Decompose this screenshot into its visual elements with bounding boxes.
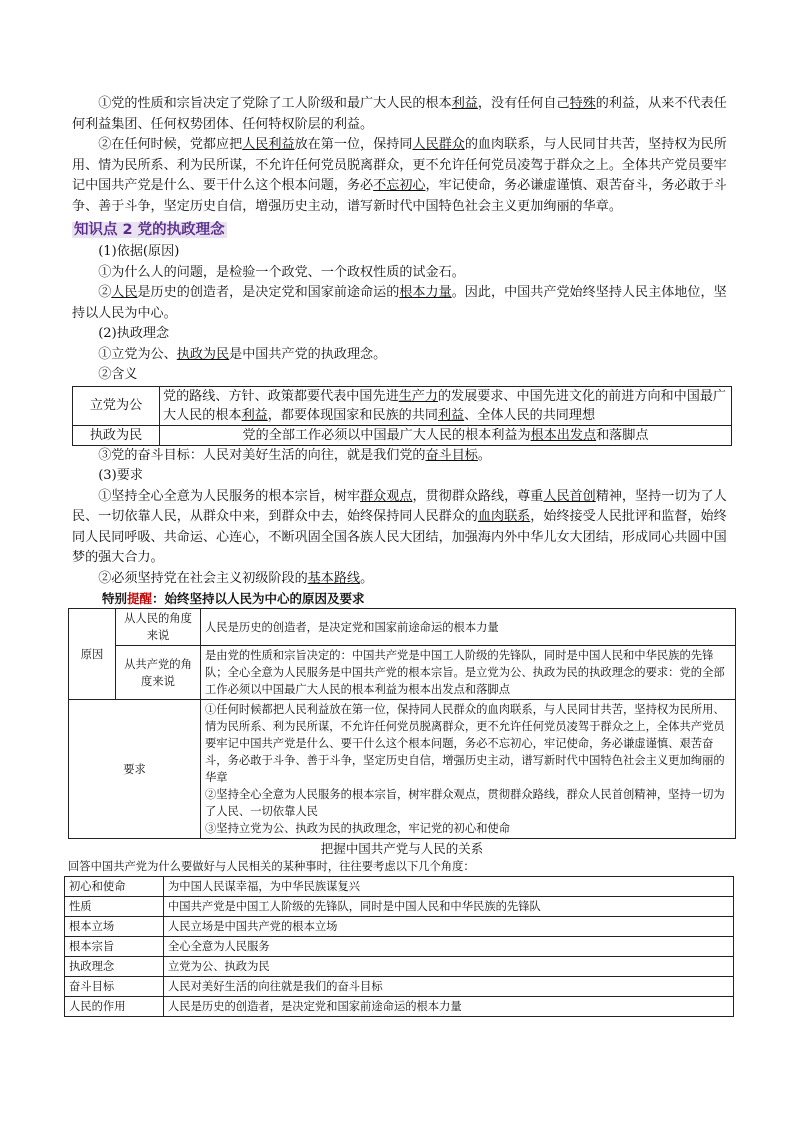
table-row bbox=[69, 609, 736, 646]
paragraph-people-interest: ②在任何时候，党都应把人民利益放在第一位，保持同人民群众的血肉联系，与人民同甘共苦，坚持权为民所用、情为民所系、利为民所谋，不允许任何党员脱离群众，更不允许任何党员凌驾于群众之上。全体共产党员要牢记中国共产党是什么、要干什么这个根本问题，务必不忘初心，牢记使命，务必谦虚谨慎、艰苦奋斗，务必敢于斗争、善于斗争，坚定历史自信，增强历史主动，谱写新时代中国特色社会主义更加绚丽的华章。 bbox=[72, 137, 727, 214]
relation-value: 为中国人民谋幸福，为中华民族谋复兴 bbox=[164, 877, 734, 897]
relation-key: 奋斗目标 bbox=[65, 977, 164, 997]
basis-label: (1)依据(原因) bbox=[98, 244, 180, 259]
meaning-table bbox=[72, 386, 732, 446]
relation-value: 全心全意为人民服务 bbox=[164, 937, 734, 957]
concept-label: (2)执政理念 bbox=[98, 326, 170, 341]
relation-key: 性质 bbox=[65, 897, 164, 917]
special-tip: 特别提醒：始终坚持以人民为中心的原因及要求 bbox=[102, 591, 365, 606]
requirement-item-1: ①坚持全心全意为人民服务的根本宗旨，树牢群众观点，贯彻群众路线，尊重人民首创精神，坚持一切为了人民、一切依靠人民，从群众中来，到群众中去，始终保持同人民群众的血肉联系，始终接受人民批评和监督，始终同人民同呼吸、共命运、心连心，不断巩固全国各族人民大团结，加强海内外中华儿女大团结，形成同心共圆中国梦的强大合力。 bbox=[72, 488, 727, 565]
concept-item-1: ①立党为公、执政为民是中国共产党的执政理念。 bbox=[98, 346, 387, 362]
section-heading: 知识点 2 党的执政理念 bbox=[74, 222, 225, 238]
relation-key: 执政理念 bbox=[65, 957, 164, 977]
reason-requirement-table bbox=[68, 608, 736, 839]
relation-key: 根本立场 bbox=[65, 917, 164, 937]
table-row bbox=[65, 877, 734, 897]
reason-label: 原因 bbox=[69, 609, 116, 700]
relation-value: 人民是历史的创造者，是决定党和国家前途命运的根本力量 bbox=[164, 997, 734, 1017]
table-row bbox=[65, 997, 734, 1017]
table-row bbox=[73, 386, 732, 425]
basis-item-2: ②人民是历史的创造者，是决定党和国家前途命运的根本力量。因此，中国共产党始终坚持人民主体地位，坚持以人民为中心。 bbox=[72, 285, 727, 321]
reason-sub-text: 人民是历史的创造者，是决定党和国家前途命运的根本力量 bbox=[201, 609, 736, 646]
relation-key: 人民的作用 bbox=[65, 997, 164, 1017]
relation-table bbox=[64, 876, 734, 1017]
table-row bbox=[65, 897, 734, 917]
relation-value: 人民立场是中国共产党的根本立场 bbox=[164, 917, 734, 937]
paragraph-party-nature: ①党的性质和宗旨决定了党除了工人阶级和最广大人民的根本利益，没有任何自己特殊的利益，从来不代表任何利益集团、任何权势团体、任何特权阶层的利益。 bbox=[72, 96, 727, 132]
relation-key: 初心和使命 bbox=[65, 877, 164, 897]
meaning-row-text: 党的全部工作必须以中国最广大人民的根本利益为根本出发点和落脚点 bbox=[160, 425, 732, 445]
table-row bbox=[65, 957, 734, 977]
relation-value: 中国共产党是中国工人阶级的先锋队，同时是中国人民和中华民族的先锋队 bbox=[164, 897, 734, 917]
relation-intro: 回答中国共产党为什么要做好与人民相关的某种事时，往往要考虑以下几个角度： bbox=[68, 860, 475, 873]
requirement-item-2: ②必须坚持党在社会主义初级阶段的基本路线。 bbox=[98, 570, 374, 586]
requirement-cell-label: 要求 bbox=[69, 700, 201, 839]
table-row bbox=[73, 425, 732, 445]
reason-sub-label: 从共产党的角度来说 bbox=[116, 646, 201, 700]
meaning-row-text: 党的路线、方针、政策都要代表中国先进生产力的发展要求、中国先进文化的前进方向和中国最广大人民的根本利益，都要体现国家和民族的共同利益、全体人民的共同理想 bbox=[160, 386, 732, 425]
meaning-row-label: 执政为民 bbox=[73, 425, 160, 445]
basis-item-1: ①为什么人的问题，是检验一个政党、一个政权性质的试金石。 bbox=[98, 264, 465, 280]
table-row bbox=[65, 917, 734, 937]
document-page bbox=[68, 94, 732, 1017]
reason-sub-label: 从人民的角度来说 bbox=[116, 609, 201, 646]
reason-sub-text: 是由党的性质和宗旨决定的：中国共产党是中国工人阶级的先锋队，同时是中国人民和中华民族的先锋队；全心全意为人民服务是中国共产党的根本宗旨。是立党为公、执政为民的执政理念的要求：党的全部工作必须以中国最广大人民的根本利益为根本出发点和落脚点 bbox=[201, 646, 736, 700]
relation-title: 把握中国共产党与人民的关系 bbox=[320, 841, 484, 856]
requirement-label: (3)要求 bbox=[98, 468, 143, 483]
table-row bbox=[65, 977, 734, 997]
relation-value: 立党为公、执政为民 bbox=[164, 957, 734, 977]
meaning-label: ②含义 bbox=[98, 367, 138, 382]
meaning-row-label: 立党为公 bbox=[73, 386, 160, 425]
table-row bbox=[69, 646, 736, 700]
requirement-cell-text: ①任何时候都把人民利益放在第一位，保持同人民群众的血肉联系，与人民同甘共苦，坚持权为民所用、情为民所系、利为民所谋，不允许任何党员脱离群众，更不允许任何党员凌驾于群众之上，全体共产党员要牢记中国共产党是什么、要干什么这个根本问题，务必不忘初心，牢记使命，务必谦虚谨慎、艰苦奋斗，务必敢于斗争、善于斗争，坚定历史自信，增强历史主动，谱写新时代中国特色社会主义更加绚丽的华章 ②坚持全心全意为人民服务的根本宗旨，树牢群众观点，贯彻群众路线，群众人民首创精神，坚持一切为了人民、一切依靠人民 ③坚持立党为公、执政为民的执政理念，牢记党的初心和使命 bbox=[201, 700, 736, 839]
table-row bbox=[65, 937, 734, 957]
table-row bbox=[69, 700, 736, 839]
relation-value: 人民对美好生活的向往就是我们的奋斗目标 bbox=[164, 977, 734, 997]
goal-paragraph: ③党的奋斗目标：人民对美好生活的向往，就是我们党的奋斗目标。 bbox=[98, 447, 491, 463]
relation-key: 根本宗旨 bbox=[65, 937, 164, 957]
